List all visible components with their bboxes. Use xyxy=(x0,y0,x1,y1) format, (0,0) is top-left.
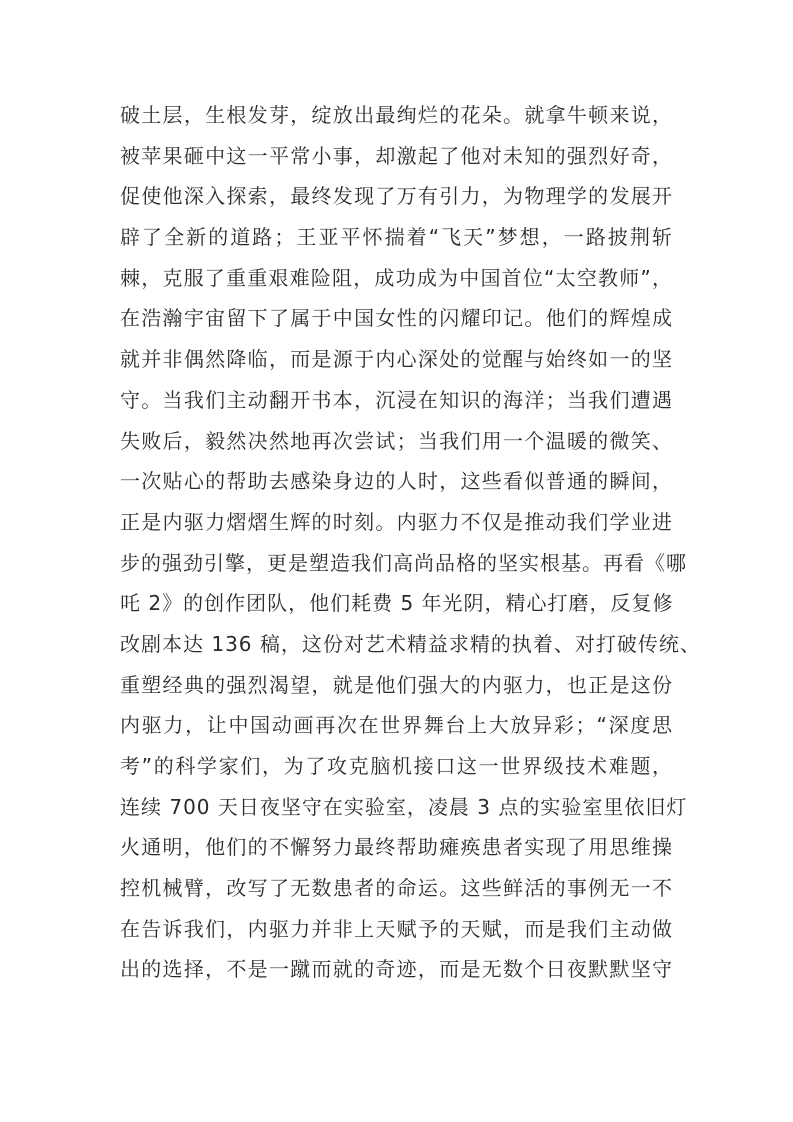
text-line: 吒 2》的创作团队，他们耗费 5 年光阴，精心打磨，反复修 xyxy=(120,591,674,616)
text-line: 内驱力，让中国动画再次在世界舞台上大放异彩；“深度思 xyxy=(120,713,673,738)
text-line: 正是内驱力熠熠生辉的时刻。内驱力不仅是推动我们学业进 xyxy=(120,509,673,534)
text-line: 就并非偶然降临，而是源于内心深处的觉醒与始终如一的坚 xyxy=(120,347,673,372)
text-line: 考”的科学家们，为了攻克脑机接口这一世界级技术难题， xyxy=(120,754,673,778)
text-line: 连续 700 天日夜坚守在实验室，凌晨 3 点的实验室里依旧灯 xyxy=(120,794,688,819)
text-line: 重塑经典的强烈渴望，就是他们强大的内驱力，也正是这份 xyxy=(120,672,673,697)
body-paragraph xyxy=(120,95,701,990)
text-line: 破土层，生根发芽，绽放出最绚烂的花朵。就拿牛顿来说， xyxy=(120,103,673,127)
text-line: 改剧本达 136 稿，这份对艺术精益求精的执着、对打破传统、 xyxy=(120,631,701,656)
text-line: 出的选择，不是一蹴而就的奇迹，而是无数个日夜默默坚守 xyxy=(120,957,673,982)
text-line: 控机械臂，改写了无数患者的命运。这些鲜活的事例无一不 xyxy=(120,876,673,901)
text-line: 失败后，毅然决然地再次尝试；当我们用一个温暖的微笑、 xyxy=(120,428,673,453)
text-line: 促使他深入探索，最终发现了万有引力，为物理学的发展开 xyxy=(120,184,673,209)
text-line: 步的强劲引擎，更是塑造我们高尚品格的坚实根基。再看《哪 xyxy=(120,550,687,575)
text-line: 辟了全新的道路；王亚平怀揣着“飞天”梦想，一路披荆斩 xyxy=(120,225,673,250)
text-line: 棘，克服了重重艰难险阻，成功成为中国首位“太空教师”， xyxy=(120,265,673,290)
text-line: 被苹果砸中这一平常小事，却激起了他对未知的强烈好奇， xyxy=(120,143,673,168)
text-line: 火通明，他们的不懈努力最终帮助瘫痪患者实现了用思维操 xyxy=(120,835,673,860)
text-line: 在告诉我们，内驱力并非上天赋予的天赋，而是我们主动做 xyxy=(120,916,673,941)
text-line: 在浩瀚宇宙留下了属于中国女性的闪耀印记。他们的辉煌成 xyxy=(120,306,673,331)
text-line: 一次贴心的帮助去感染身边的人时，这些看似普通的瞬间， xyxy=(120,469,673,494)
text-line: 守。当我们主动翻开书本，沉浸在知识的海洋；当我们遭遇 xyxy=(120,387,673,412)
